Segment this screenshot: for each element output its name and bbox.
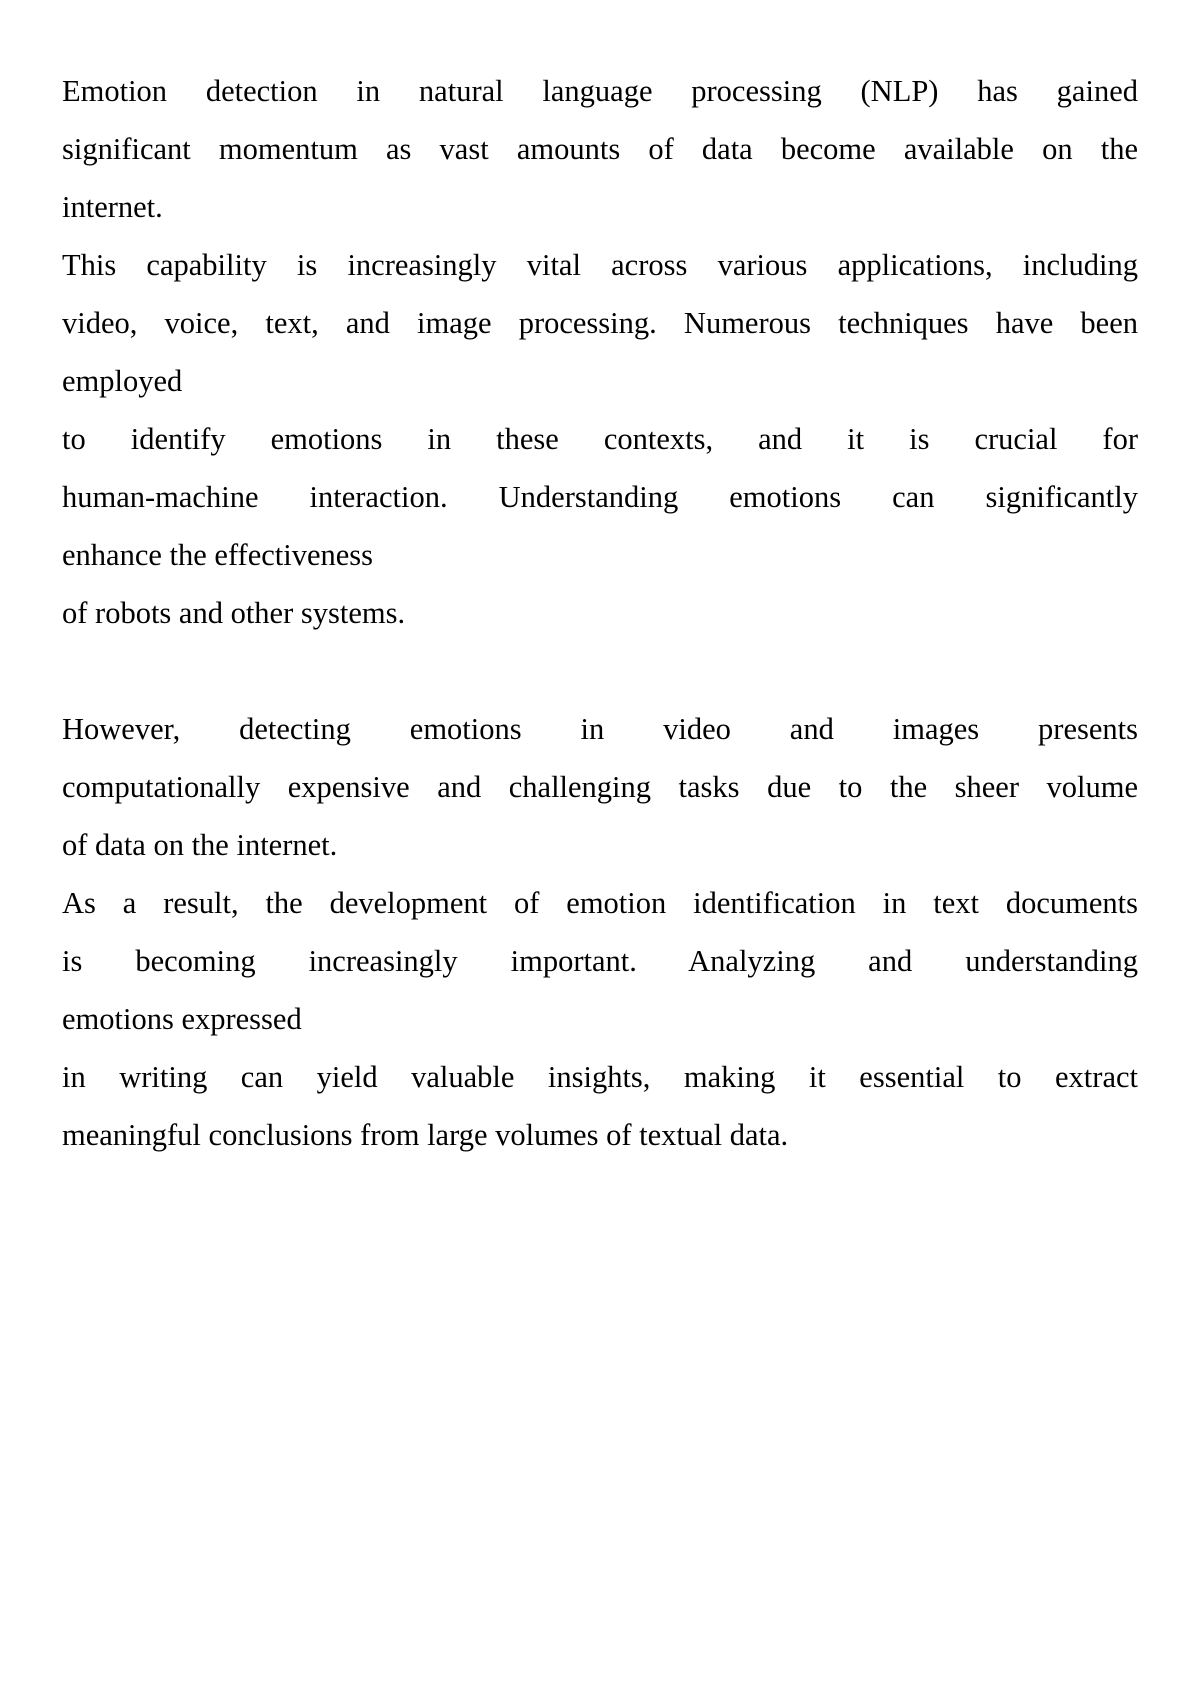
paragraph-human-machine-interaction xyxy=(62,410,1138,584)
text-line: However, detecting emotions in video and images presents xyxy=(62,712,1138,746)
text-line: human-machine interaction. Understanding emotions can significantly xyxy=(62,480,1138,514)
text-line: of data on the internet. xyxy=(62,828,338,862)
paragraph-emotion-detection-intro xyxy=(62,62,1138,236)
text-line: This capability is increasingly vital across various applications, including xyxy=(62,248,1138,282)
text-line: significant momentum as vast amounts of data become available on the xyxy=(62,132,1138,166)
text-line: emotions expressed xyxy=(62,1002,302,1036)
paragraph-spacer xyxy=(62,642,1138,700)
paragraph-writing-insights xyxy=(62,1048,1138,1164)
text-line: to identify emotions in these contexts, and it is crucial for xyxy=(62,422,1138,456)
text-line: enhance the effectiveness xyxy=(62,538,374,572)
text-line: internet. xyxy=(62,190,163,224)
paragraph-robots-systems xyxy=(62,584,1138,642)
paragraph-capability-applications xyxy=(62,236,1138,410)
text-line: of robots and other systems. xyxy=(62,596,406,630)
paragraph-video-image-challenges xyxy=(62,700,1138,874)
text-line: computationally expensive and challenging tasks due to the sheer volume xyxy=(62,770,1138,804)
text-line: video, voice, text, and image processing. Numerous techniques have been xyxy=(62,306,1138,340)
text-line: employed xyxy=(62,364,183,398)
paragraph-text-emotion-importance xyxy=(62,874,1138,1048)
text-line: meaningful conclusions from large volumes of textual data. xyxy=(62,1118,789,1152)
text-line: in writing can yield valuable insights, making it essential to extract xyxy=(62,1060,1138,1094)
text-line: Emotion detection in natural language processing (NLP) has gained xyxy=(62,74,1138,108)
text-line: As a result, the development of emotion identification in text documents xyxy=(62,886,1138,920)
text-line: is becoming increasingly important. Analyzing and understanding xyxy=(62,944,1138,978)
